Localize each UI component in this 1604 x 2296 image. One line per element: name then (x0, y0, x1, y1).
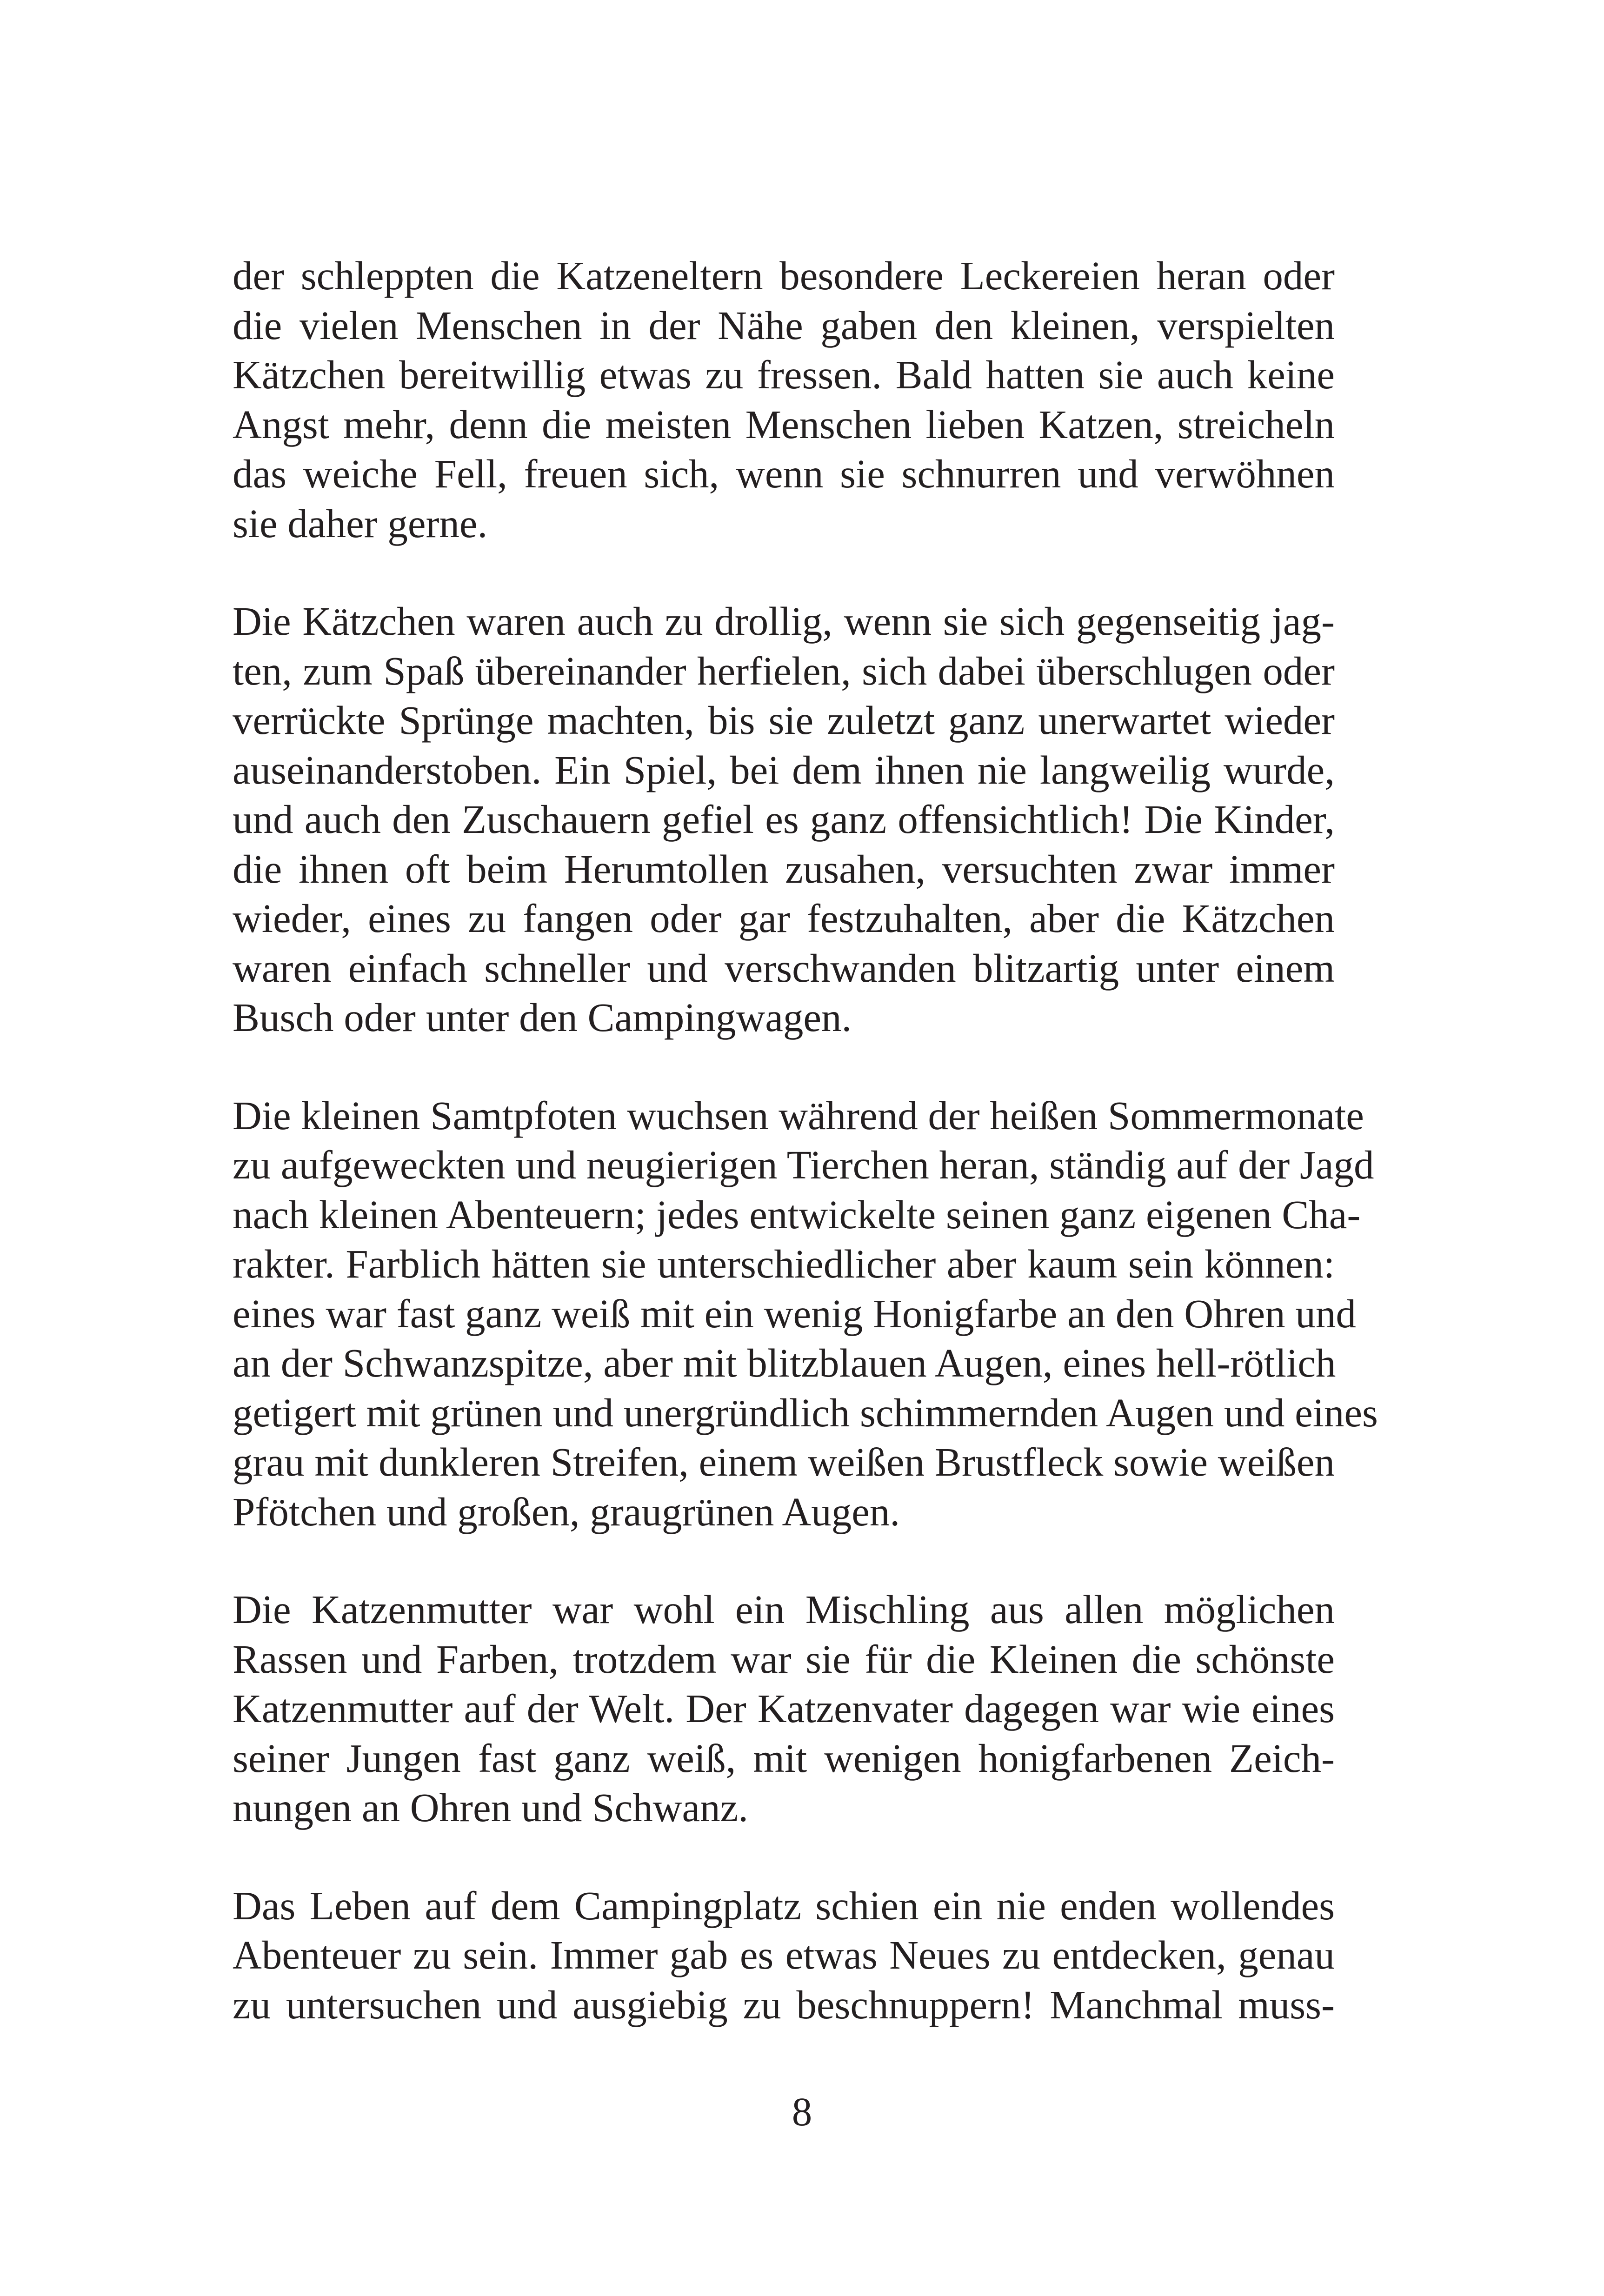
text-line: getigert mit grünen und unergründlich schimmernden Augen und eines (233, 1390, 1378, 1435)
text-line: waren einfach schneller und verschwanden blitzartig unter einem (233, 945, 1335, 991)
paragraph-2 (233, 597, 1335, 1043)
text-line: zu untersuchen und ausgiebig zu beschnuppern! Manchmal muss- (233, 1982, 1335, 2027)
text-line: Rassen und Farben, trotzdem war sie für die Kleinen die schönste (233, 1636, 1335, 1682)
text-line: die vielen Menschen in der Nähe gaben den kleinen, verspielten (233, 302, 1335, 348)
paragraph-3 (233, 1091, 1378, 1537)
text-line: der schleppten die Katzeneltern besondere Leckereien heran oder (233, 253, 1335, 298)
text-line: Angst mehr, denn die meisten Menschen lieben Katzen, streicheln (233, 401, 1335, 447)
text-line: Kätzchen bereitwillig etwas zu fressen. Bald hatten sie auch keine (233, 352, 1335, 397)
text-line: verrückte Sprünge machten, bis sie zuletzt ganz unerwartet wieder (233, 698, 1335, 743)
paragraph-1 (233, 251, 1335, 548)
text-line: die ihnen oft beim Herumtollen zusahen, versuchten zwar immer (233, 846, 1335, 892)
text-line: nungen an Ohren und Schwanz. (233, 1785, 748, 1830)
text-line: Das Leben auf dem Campingplatz schien ein nie enden wollendes (233, 1883, 1335, 1928)
text-line: an der Schwanzspitze, aber mit blitzblauen Augen, eines hell-rötlich (233, 1340, 1336, 1385)
text-line: auseinanderstoben. Ein Spiel, bei dem ihnen nie langweilig wurde, (233, 747, 1335, 792)
body-text (233, 251, 1378, 2078)
paragraph-4 (233, 1585, 1335, 1833)
text-line: Die Kätzchen waren auch zu drollig, wenn sie sich gegenseitig jag- (233, 599, 1335, 644)
text-line: das weiche Fell, freuen sich, wenn sie schnurren und verwöhnen (233, 451, 1335, 496)
text-line: und auch den Zuschauern gefiel es ganz offensichtlich! Die Kinder, (233, 797, 1335, 842)
text-line: seiner Jungen fast ganz weiß, mit wenigen honigfarbenen Zeich- (233, 1735, 1335, 1781)
text-line: Busch oder unter den Campingwagen. (233, 995, 852, 1040)
text-line: wieder, eines zu fangen oder gar festzuhalten, aber die Kätzchen (233, 896, 1335, 941)
text-line: Katzenmutter auf der Welt. Der Katzenvater dagegen war wie eines (233, 1686, 1335, 1731)
text-line: sie daher gerne. (233, 500, 488, 546)
paragraph-5 (233, 1881, 1335, 2030)
text-line: ten, zum Spaß übereinander herfielen, sich dabei überschlugen oder (233, 648, 1335, 693)
page-number: 8 (792, 2089, 812, 2134)
text-line: Pfötchen und großen, graugrünen Augen. (233, 1489, 900, 1534)
text-line: rakter. Farblich hätten sie unterschiedlicher aber kaum sein können: (233, 1241, 1335, 1286)
text-line: zu aufgeweckten und neugierigen Tierchen heran, ständig auf der Jagd (233, 1142, 1374, 1187)
text-line: nach kleinen Abenteuern; jedes entwickelte seinen ganz eigenen Cha- (233, 1191, 1361, 1237)
text-line: Die kleinen Samtpfoten wuchsen während der heißen Sommermonate (233, 1092, 1364, 1138)
text-line: Abenteuer zu sein. Immer gab es etwas Neues zu entdecken, genau (233, 1932, 1335, 1977)
text-line: eines war fast ganz weiß mit ein wenig Honigfarbe an den Ohren und (233, 1291, 1356, 1336)
text-line: Die Katzenmutter war wohl ein Mischling aus allen möglichen (233, 1587, 1335, 1632)
text-line: grau mit dunkleren Streifen, einem weißen Brustfleck sowie weißen (233, 1439, 1335, 1484)
